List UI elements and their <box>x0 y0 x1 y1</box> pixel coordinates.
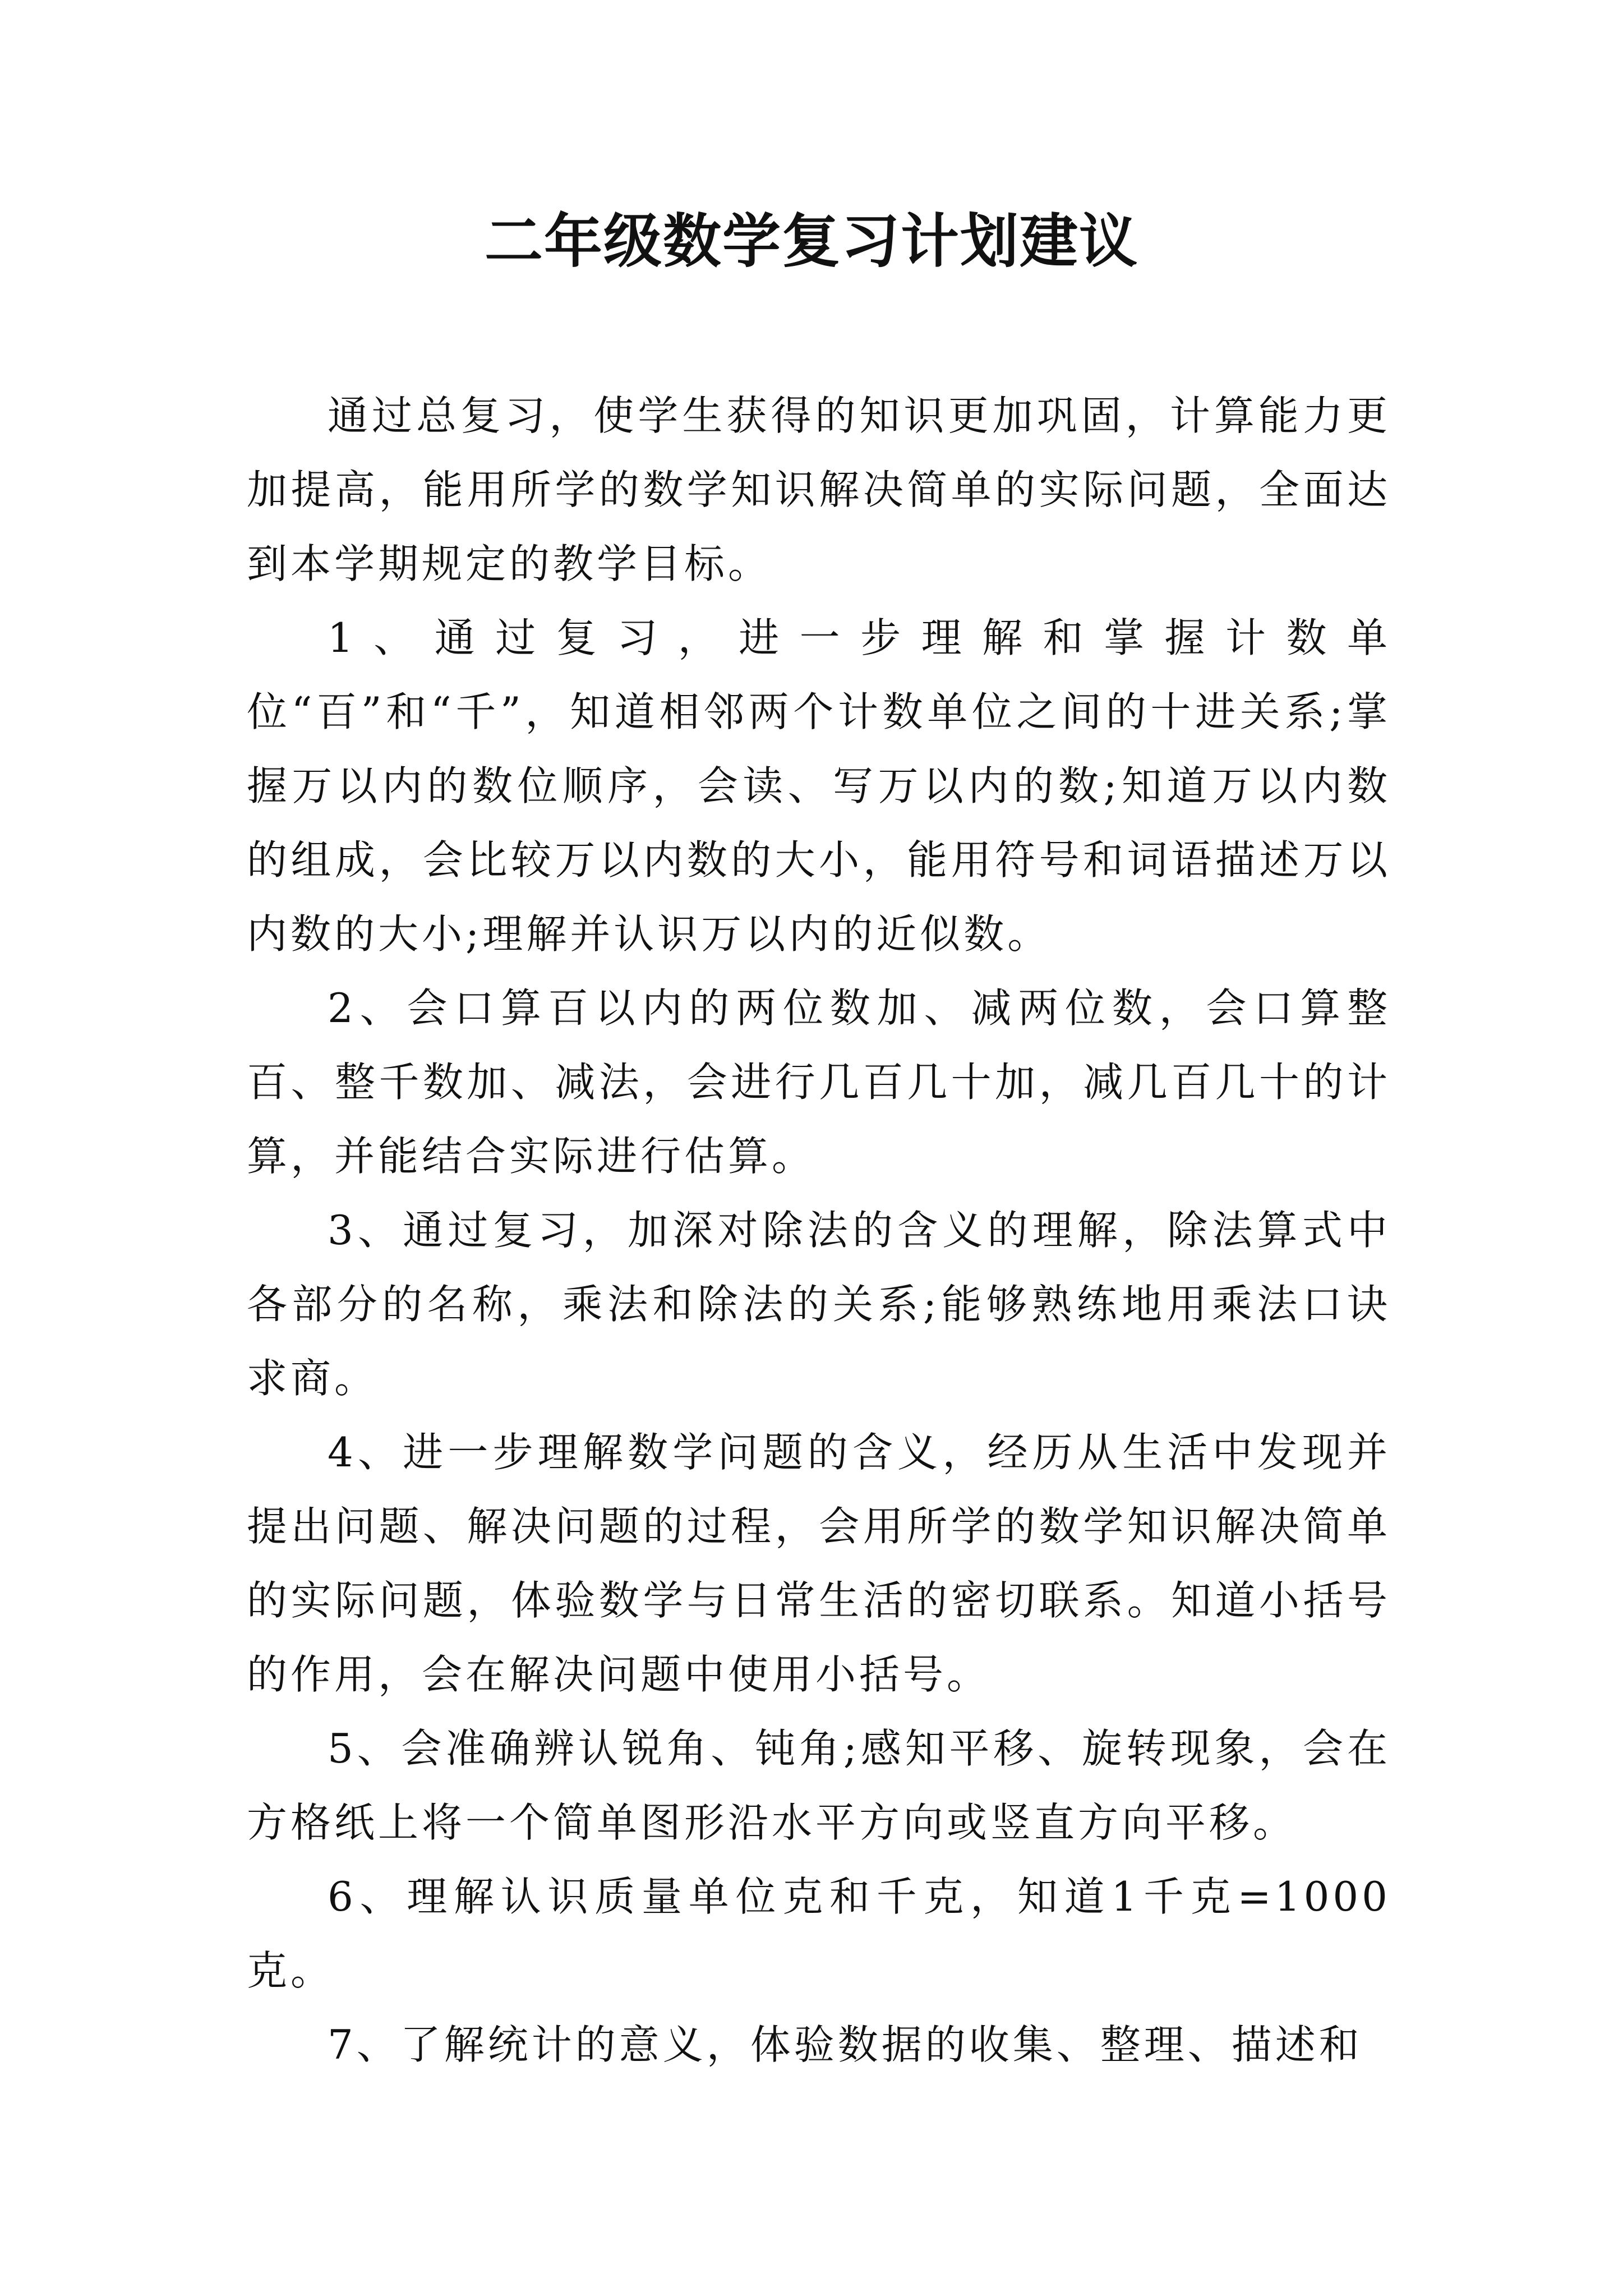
paragraph-item-4: 4、进一步理解数学问题的含义，经历从生活中发现并提出问题、解决问题的过程，会用所学的数学知识解决简单的实际问题，体验数学与日常生活的密切联系。知道小括号的作用，会在解决问题中使用小括号。 <box>247 1429 1391 1698</box>
paragraph-item-2: 2、会口算百以内的两位数加、减两位数，会口算整百、整千数加、减法，会进行几百几十加，减几百几十的计算，并能结合实际进行估算。 <box>247 984 1391 1180</box>
paragraph-item-7: 7、了解统计的意义，体验数据的收集、整理、描述和 <box>328 2021 1363 2068</box>
paragraph-item-6: 6、理解认识质量单位克和千克，知道1千克=1000克。 <box>247 1873 1391 1994</box>
paragraph-item-1: 1、通过复习，进一步理解和掌握计数单位“百”和“千”，知道相邻两个计数单位之间的十进关系;掌握万以内的数位顺序，会读、写万以内的数;知道万以内数的组成，会比较万以内数的大小，能用符号和词语描述万以内数的大小;理解并认识万以内的近似数。 <box>247 614 1391 958</box>
paragraph-intro: 通过总复习，使学生获得的知识更加巩固，计算能力更加提高，能用所学的数学知识解决简单的实际问题，全面达到本学期规定的教学目标。 <box>247 392 1391 587</box>
paragraph-item-3: 3、通过复习，加深对除法的含义的理解，除法算式中各部分的名称，乘法和除法的关系;能够熟练地用乘法口诀求商。 <box>247 1207 1391 1402</box>
document-body <box>247 379 1391 2082</box>
document-title: 二年级数学复习计划建议 <box>484 206 1138 275</box>
paragraph-item-5: 5、会准确辨认锐角、钝角;感知平移、旋转现象，会在方格纸上将一个简单图形沿水平方向或竖直方向平移。 <box>247 1725 1391 1846</box>
